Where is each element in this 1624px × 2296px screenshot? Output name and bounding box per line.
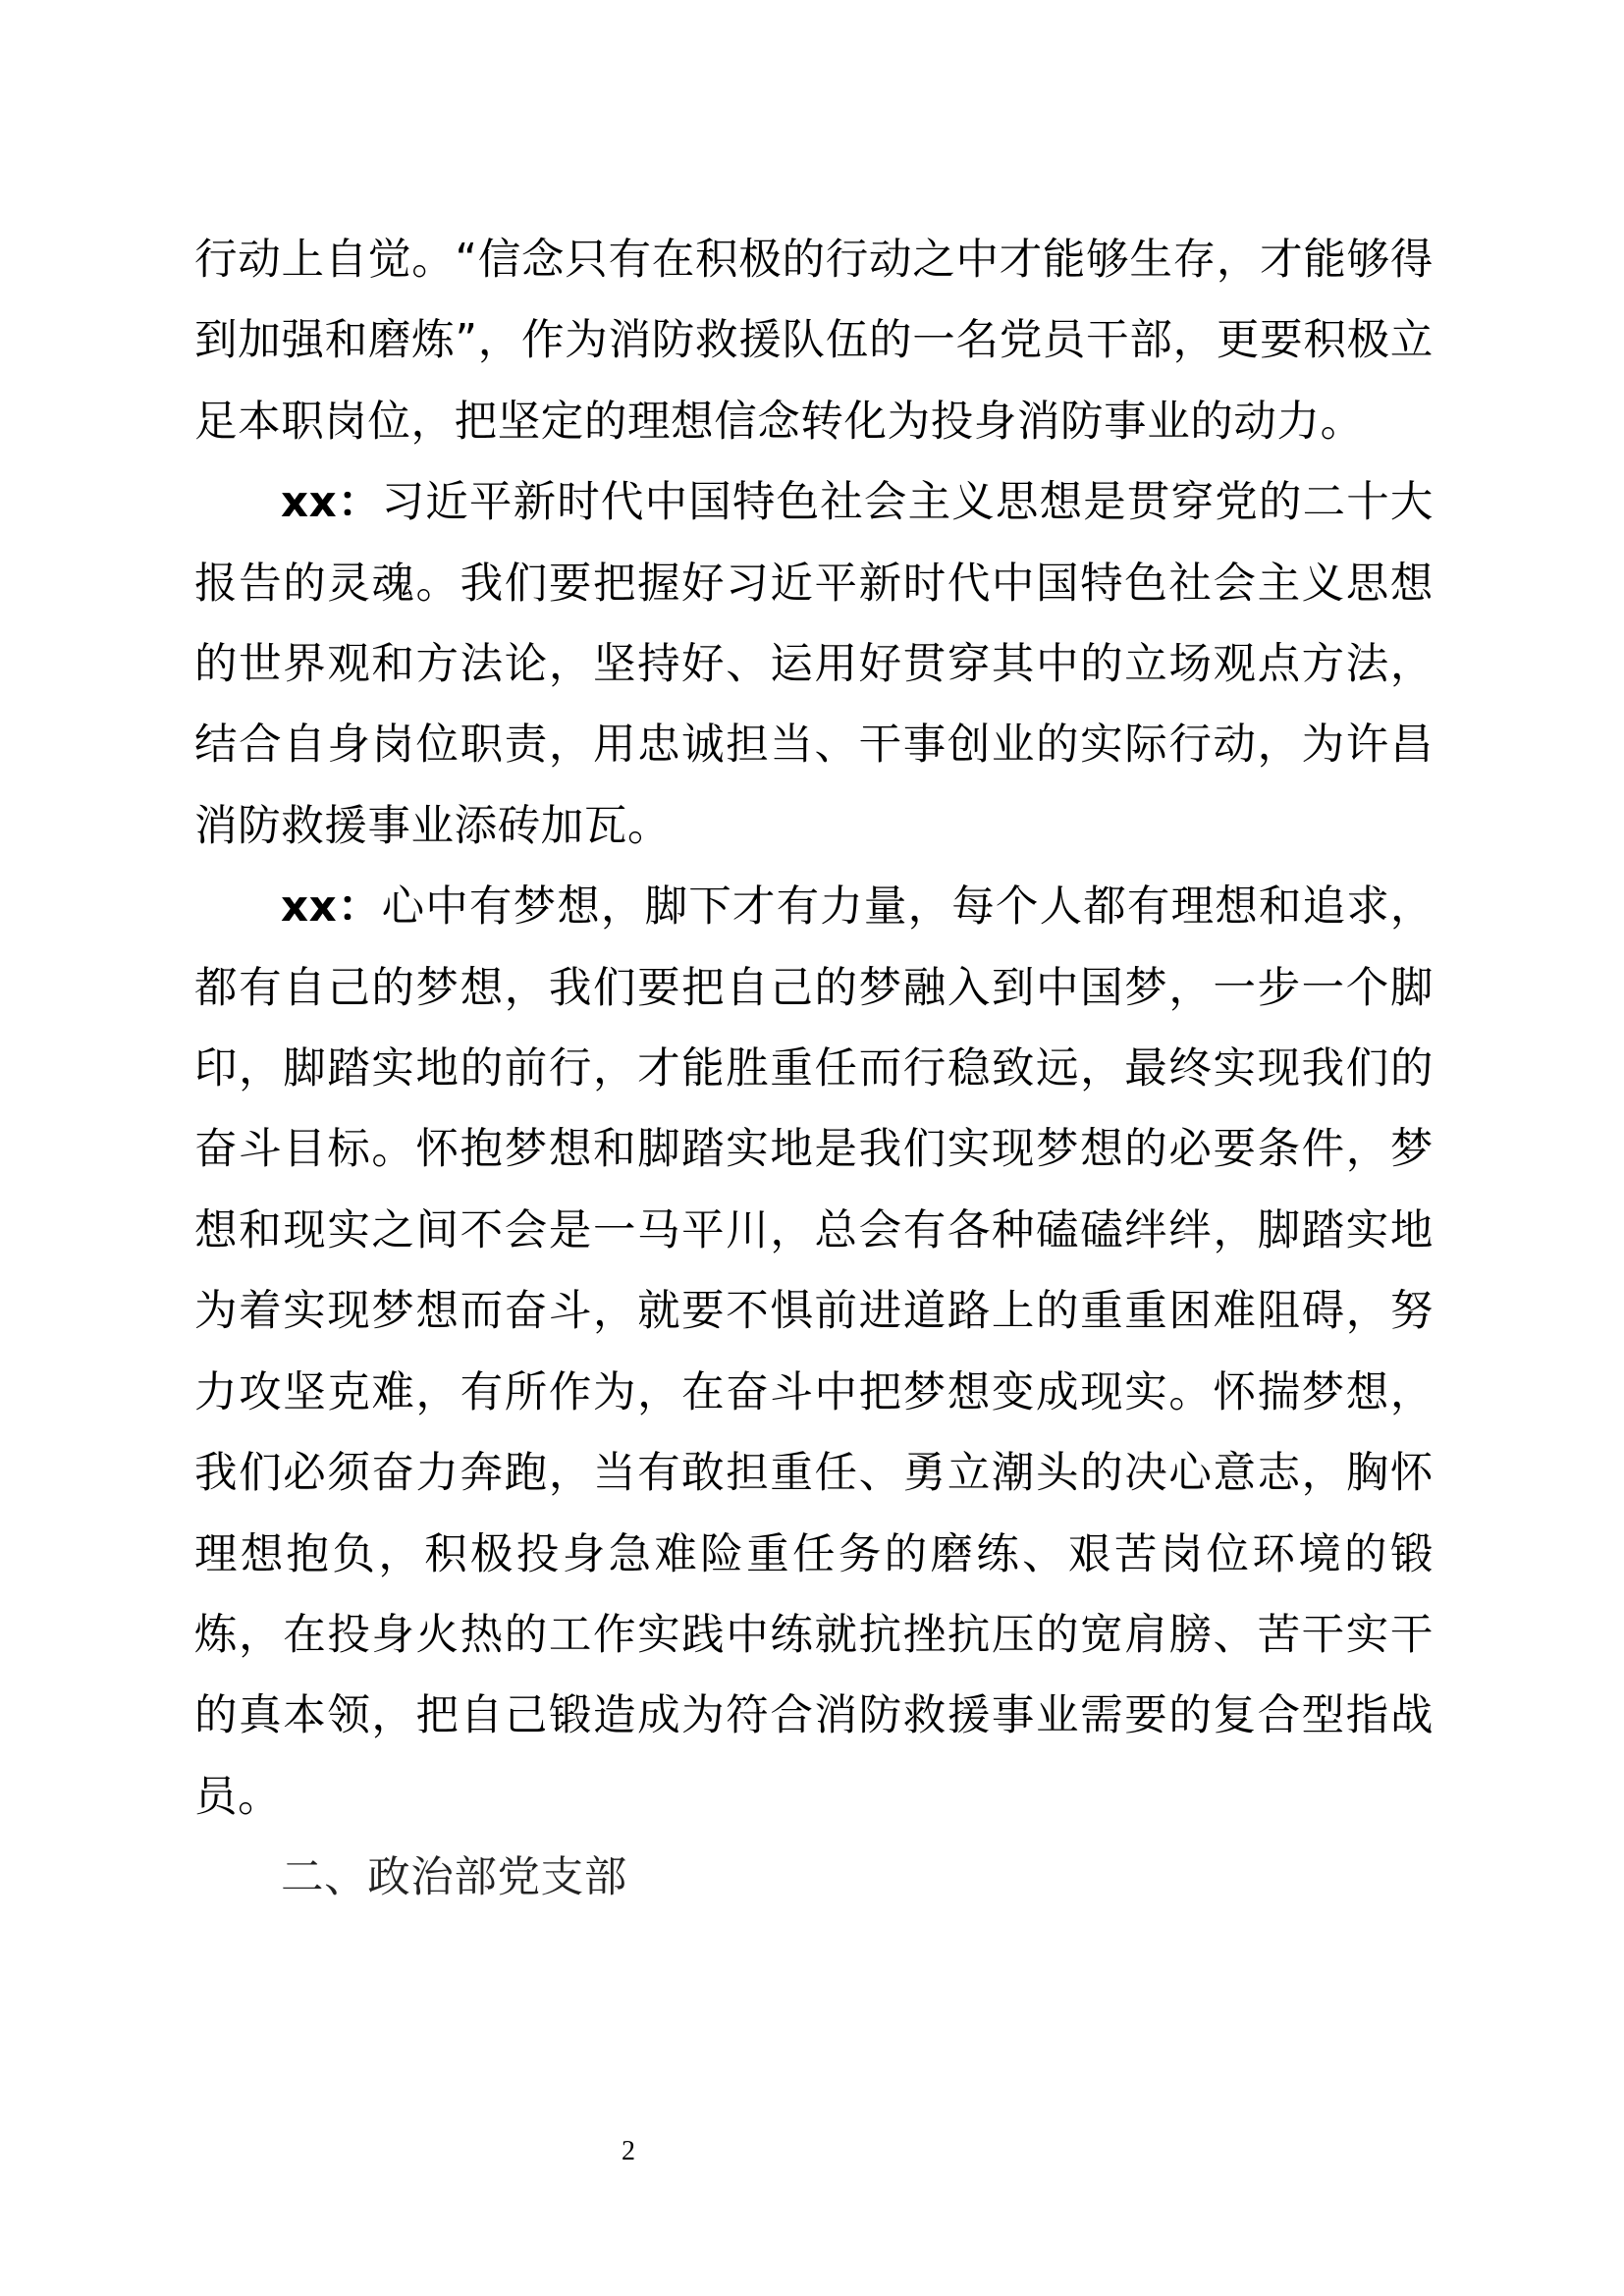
paragraph-text: 习近平新时代中国特色社会主义思想是贯穿党的二十大报告的灵魂。我们要把握好习近平新时代中国特色社会主义思想的世界观和方法论，坚持好、运用好贯穿其中的立场观点方法，结合自身岗位职责，用忠诚担当、干事创业的实际行动，为许昌消防救援事业添砖加瓦。 — [194, 478, 1434, 851]
page-number: 2 — [622, 2136, 635, 2166]
paragraph-speaker-statement — [194, 867, 1434, 1838]
paragraph-continuation — [194, 220, 1434, 462]
paragraph-text: 心中有梦想，脚下才有力量，每个人都有理想和追求，都有自己的梦想，我们要把自己的梦融入到中国梦，一步一个脚印，脚踏实地的前行，才能胜重任而行稳致远，最终实现我们的奋斗目标。怀抱梦想和脚踏实地是我们实现梦想的必要条件，梦想和现实之间不会是一马平川，总会有各种磕磕绊绊，脚踏实地为着实现梦想而奋斗，就要不惧前进道路上的重重困难阻碍，努力攻坚克难，有所作为，在奋斗中把梦想变成现实。怀揣梦想，我们必须奋力奔跑，当有敢担重任、勇立潮头的决心意志，胸怀理想抱负，积极投身急难险重任务的磨练、艰苦岗位环境的锻炼，在投身火热的工作实践中练就抗挫抗压的宽肩膀、苦干实干的真本领，把自己锻造成为符合消防救援事业需要的复合型指战员。 — [194, 882, 1434, 1822]
document-body — [194, 220, 1434, 1919]
section-heading: 二、政治部党支部 — [281, 1853, 627, 1903]
speaker-label: xx： — [281, 882, 382, 933]
paragraph-speaker-statement — [194, 462, 1434, 867]
speaker-label: xx： — [281, 478, 382, 528]
paragraph-text: 行动上自觉。“信念只有在积极的行动之中才能够生存，才能够得到加强和磨炼”，作为消防救援队伍的一名党员干部，更要积极立足本职岗位，把坚定的理想信念转化为投身消防事业的动力。 — [194, 236, 1434, 447]
